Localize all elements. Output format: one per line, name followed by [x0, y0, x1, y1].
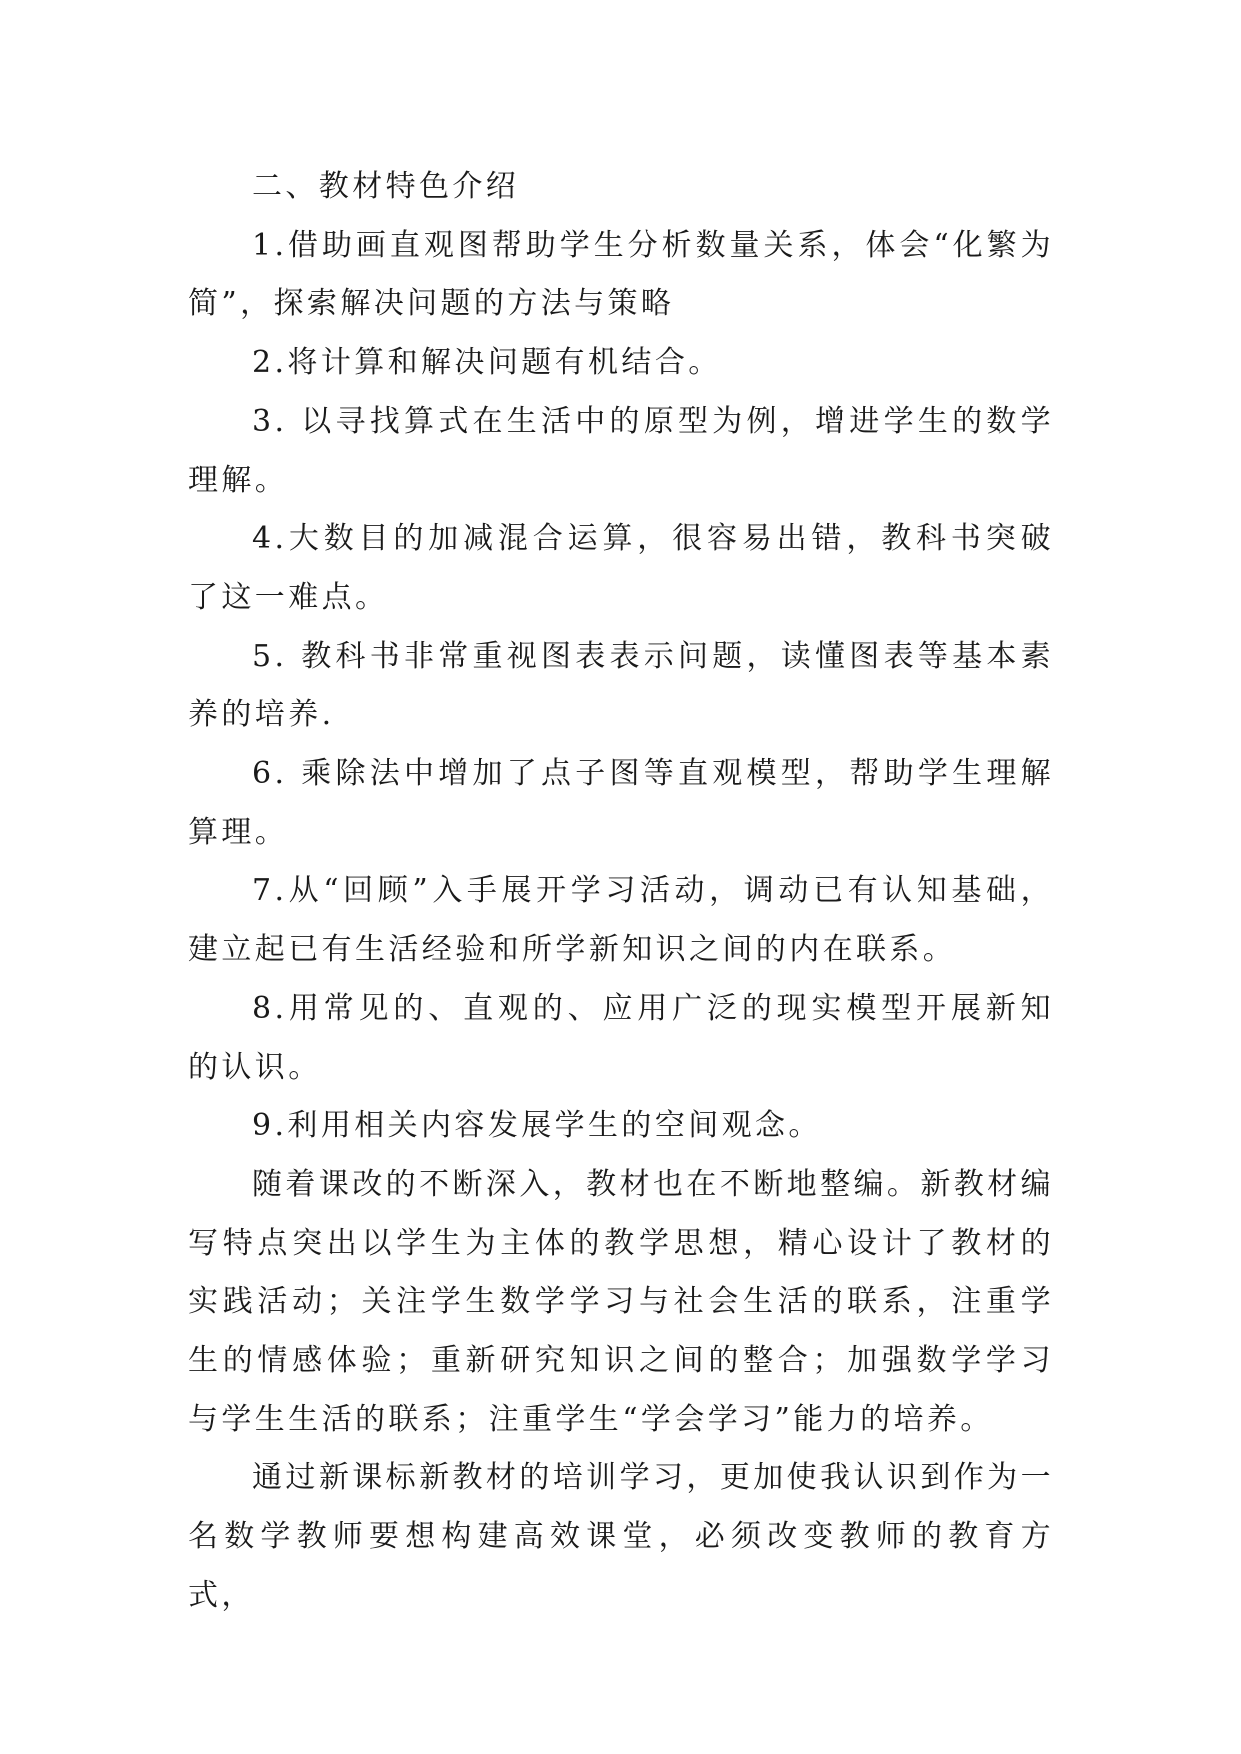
body-paragraph: 随着课改的不断深入，教材也在不断地整编。新教材编写特点突出以学生为主体的教学思想，精心设计了教材的实践活动；关注学生数学学习与社会生活的联系，注重学生的情感体验；重新研究知识之间的整合；加强数学学习与学生生活的联系；注重学生“学会学习”能力的培养。 — [188, 1166, 1054, 1437]
list-item: 4.大数目的加减混合运算，很容易出错，教科书突破了这一难点。 — [188, 521, 1054, 615]
list-item: 9.利用相关内容发展学生的空间观念。 — [252, 1108, 822, 1144]
body-paragraph: 通过新课标新教材的培训学习，更加使我认识到作为一名数学教师要想构建高效课堂，必须改变教师的教育方式， — [188, 1460, 1054, 1613]
document-body — [188, 158, 1054, 1626]
list-item: 8.用常见的、直观的、应用广泛的现实模型开展新知的认识。 — [188, 990, 1054, 1085]
list-item: 6. 乘除法中增加了点子图等直观模型，帮助学生理解算理。 — [188, 756, 1054, 850]
list-item: 2.将计算和解决问题有机结合。 — [252, 345, 722, 381]
list-item: 1.借助画直观图帮助学生分析数量关系，体会“化繁为简”，探索解决问题的方法与策略 — [188, 227, 1054, 322]
list-item: 3. 以寻找算式在生活中的原型为例，增进学生的数学理解。 — [188, 403, 1054, 498]
section-heading: 二、教材特色介绍 — [252, 169, 520, 204]
list-item: 7.从“回顾”入手展开学习活动，调动已有认知基础，建立起已有生活经验和所学新知识之间的内在联系。 — [188, 873, 1054, 968]
list-item: 5. 教科书非常重视图表表示问题，读懂图表等基本素养的培养. — [188, 638, 1054, 733]
